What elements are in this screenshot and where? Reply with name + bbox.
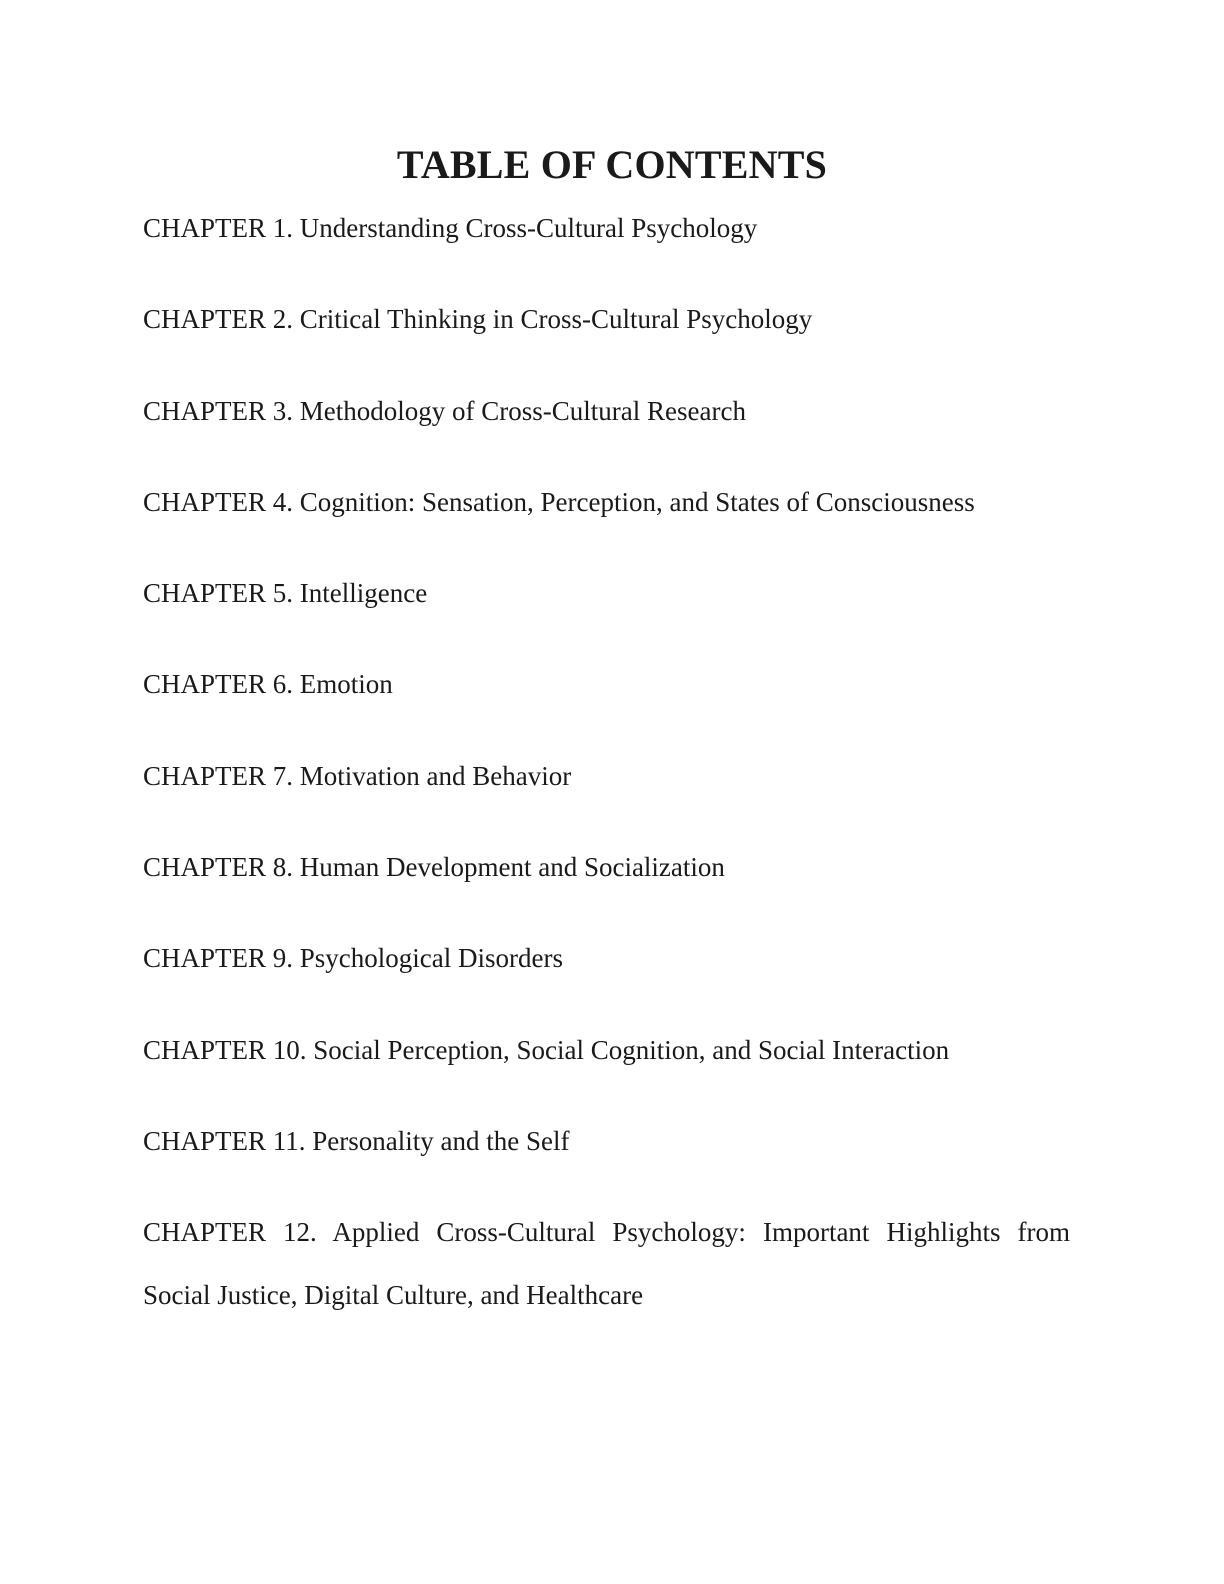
toc-entry-chapter-10: CHAPTER 10. Social Perception, Social Cognition, and Social Interaction bbox=[143, 1034, 950, 1065]
toc-entry-chapter-12: CHAPTER 12. Applied Cross-Cultural Psychology: Important Highlights from Social Justice, Digital Culture, and Healthcare bbox=[143, 1217, 1070, 1311]
toc-entry-chapter-1: CHAPTER 1. Understanding Cross-Cultural Psychology bbox=[143, 213, 758, 243]
toc-entry-chapter-11: CHAPTER 11. Personality and the Self bbox=[143, 1125, 570, 1156]
toc-list bbox=[143, 210, 1070, 1383]
toc-entry-chapter-9: CHAPTER 9. Psychological Disorders bbox=[143, 943, 563, 974]
toc-entry-chapter-2: CHAPTER 2. Critical Thinking in Cross-Cultural Psychology bbox=[143, 304, 813, 335]
page-title: TABLE OF CONTENTS bbox=[396, 142, 828, 187]
toc-entry-chapter-7: CHAPTER 7. Motivation and Behavior bbox=[143, 760, 572, 791]
toc-entry-chapter-5: CHAPTER 5. Intelligence bbox=[143, 578, 428, 609]
toc-entry-chapter-8: CHAPTER 8. Human Development and Socialization bbox=[143, 852, 725, 883]
toc-entry-chapter-3: CHAPTER 3. Methodology of Cross-Cultural Research bbox=[143, 395, 746, 426]
toc-entry-chapter-6: CHAPTER 6. Emotion bbox=[143, 669, 393, 700]
toc-entry-chapter-4: CHAPTER 4. Cognition: Sensation, Perception, and States of Consciousness bbox=[143, 486, 975, 517]
